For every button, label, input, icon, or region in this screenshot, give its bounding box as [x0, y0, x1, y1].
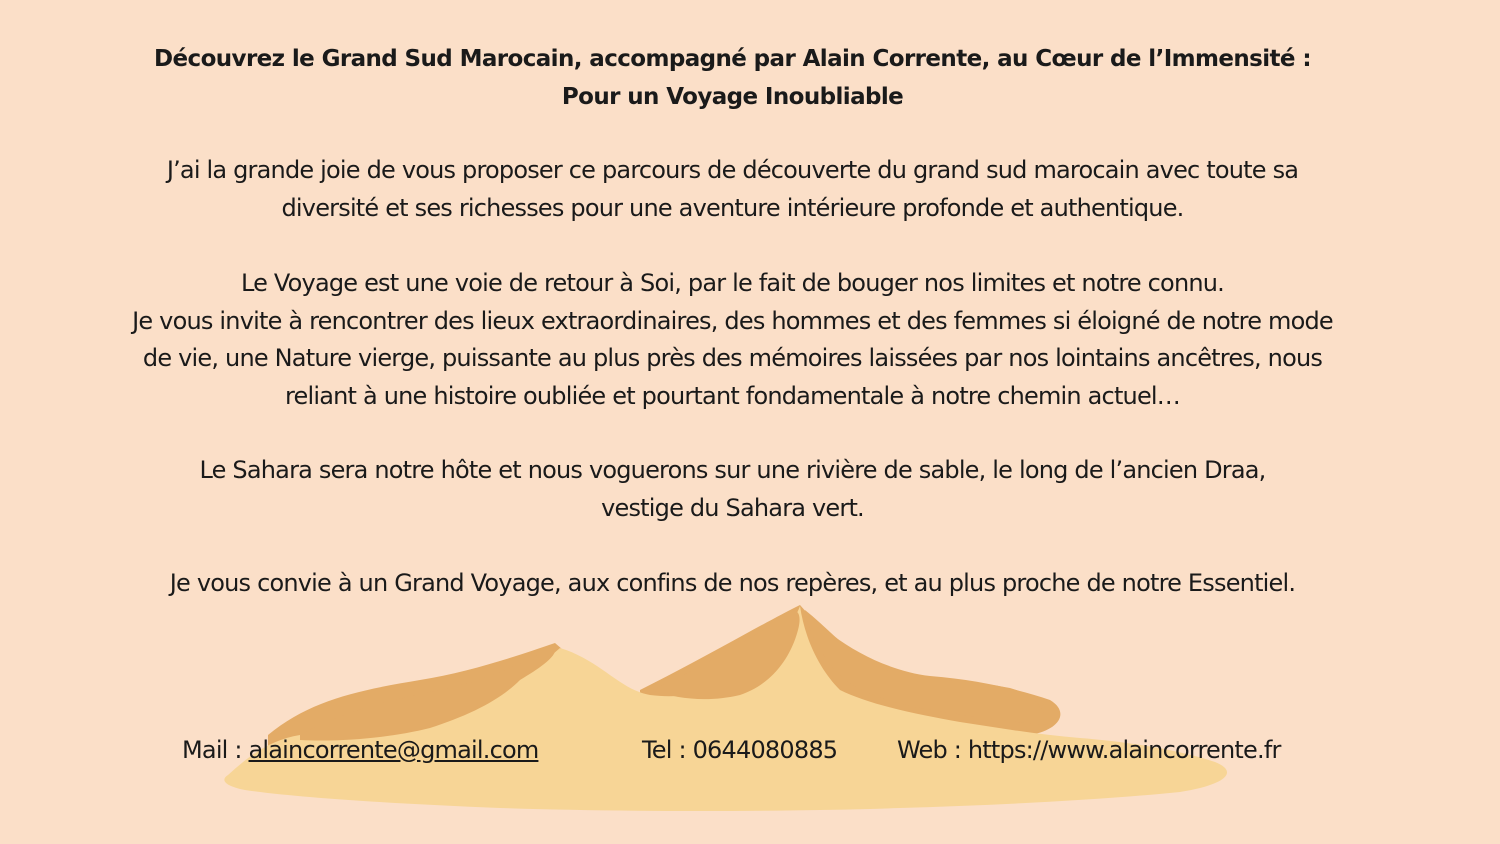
- contact-mail: [182, 736, 538, 764]
- contact-website: [897, 736, 1281, 764]
- mail-label: Mail :: [182, 736, 249, 764]
- page-title: [60, 40, 1405, 116]
- text-line: reliant à une histoire oubliée et pourtant fondamentale à notre chemin actuel…: [284, 381, 1181, 410]
- text-line: diversité et ses richesses pour une aventure intérieure profonde et authentique.: [281, 193, 1184, 222]
- contact-phone: [642, 736, 837, 764]
- text-line: Le Voyage est une voie de retour à Soi, par le fait de bouger nos limites et notre connu.: [240, 269, 1225, 297]
- text-line: J’ai la grande joie de vous proposer ce parcours de découverte du grand sud marocain avec toute sa: [166, 156, 1299, 184]
- text-line: Je vous convie à un Grand Voyage, aux confins de nos repères, et au plus proche de notre Essentiel.: [169, 569, 1296, 597]
- text-line: Je vous invite à rencontrer des lieux extraordinaires, des hommes et des femmes si éloigné de notre mode: [132, 306, 1333, 335]
- intro-paragraph: [30, 152, 1435, 227]
- title-line-2: Pour un Voyage Inoubliable: [561, 84, 904, 110]
- contact-bar: [0, 736, 1500, 774]
- text-line: Le Sahara sera notre hôte et nous voguerons sur une rivière de sable, le long de l’ancien Draa,: [199, 456, 1266, 484]
- voyage-paragraph: [30, 265, 1435, 415]
- text-line: vestige du Sahara vert.: [601, 493, 864, 522]
- tel-label: Tel :: [642, 736, 693, 764]
- email-link[interactable]: alaincorrente@gmail.com: [248, 736, 539, 764]
- title-line-1: Découvrez le Grand Sud Marocain, accompagné par Alain Corrente, au Cœur de l’Immensité :: [154, 46, 1311, 72]
- text-line: de vie, une Nature vierge, puissante au plus près des mémoires laissées par nos lointains ancêtres, nous: [142, 344, 1323, 372]
- website-url: https://www.alaincorrente.fr: [967, 736, 1281, 764]
- invitation-paragraph: [30, 565, 1435, 603]
- web-label: Web :: [897, 736, 968, 764]
- sahara-paragraph: [30, 452, 1435, 527]
- phone-number: 0644080885: [692, 736, 838, 764]
